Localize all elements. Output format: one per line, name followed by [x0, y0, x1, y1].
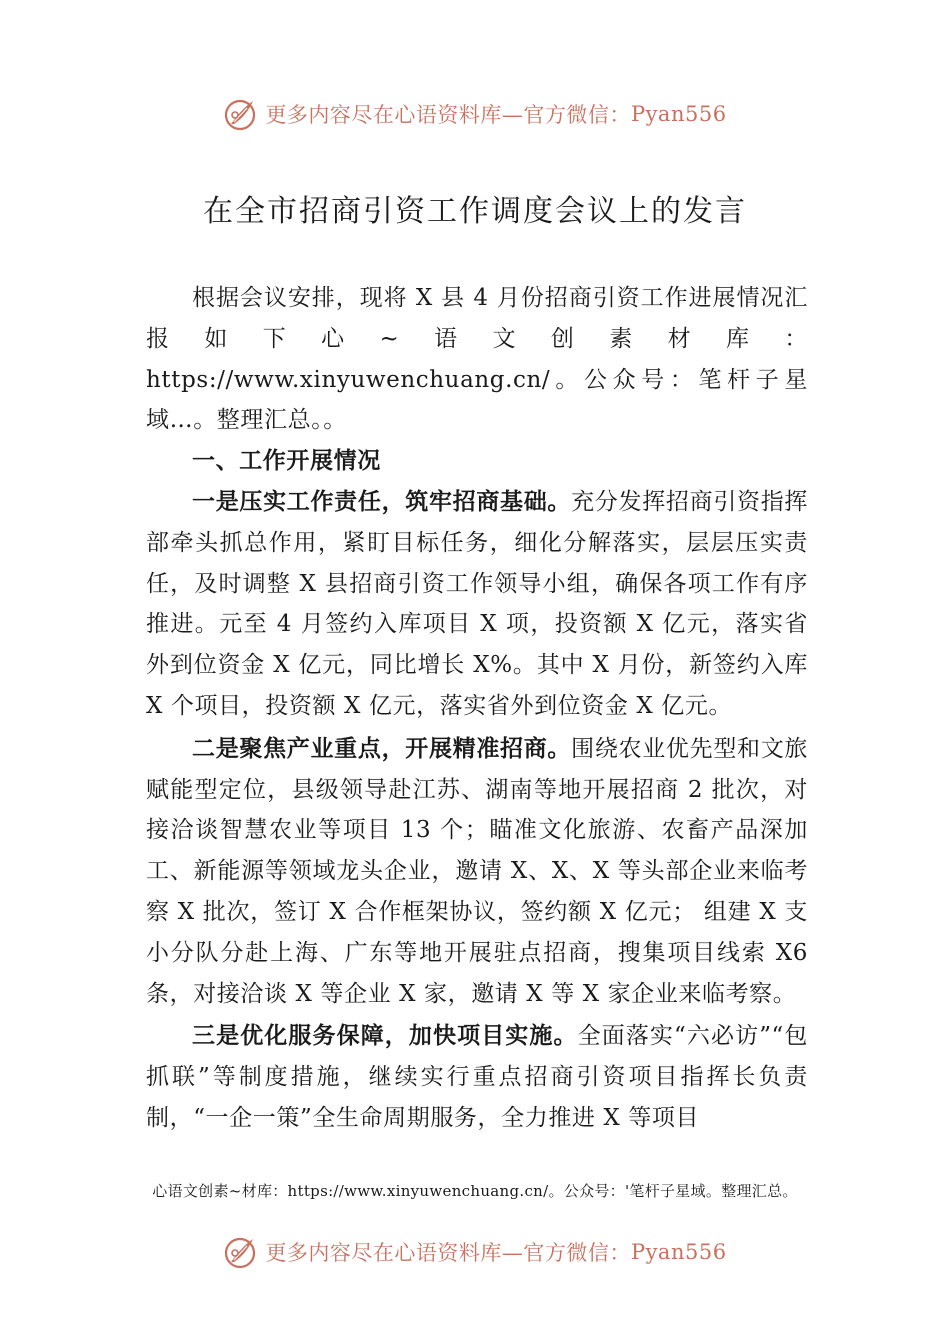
paragraph-1-body: 充分发挥招商引资指挥部牵头抓总作用，紧盯目标任务，细化分解落实，层层压实责任，及时调整 X 县招商引资工作领导小组，确保各项工作有序推进。元至 4 月签约入库项目 X 项，投资额 X 亿元，落实省外到位资金 X 亿元，同比增长 X%。其中 X 月份，新签约入库 X 个项目，投资额 X 亿元，落实省外到位资金 X 亿元。	[146, 488, 809, 719]
brand-header-top	[0, 94, 950, 134]
footer-note: 心语文创素~材库：https://www.xinyuwenchuang.cn/。公众号：'笔杆子星域。整理汇总。	[152, 1182, 798, 1200]
brand-header-bottom	[0, 1232, 950, 1272]
document-body	[146, 278, 808, 1139]
paragraph-3-body: 全面落实“六必访”“包抓联”等制度措施，继续实行重点招商引资项目指挥长负责制，“一企一策”全生命周期服务，全力推进 X 等项目	[146, 1023, 809, 1131]
paragraph-2-body: 围绕农业优先型和文旅赋能型定位，县级领导赴江苏、湖南等地开展招商 2 批次，对接洽谈智慧农业等项目 13 个；瞄准文化旅游、农畜产品深加工、新能源等领域龙头企业，邀请 X、X、X 等头部企业来临考察 X 批次，签订 X 合作框架协议，签约额 X 亿元； 组建 X 支小分队分赴上海、广东等地开展驻点招商，搜集项目线索 X6 条，对接洽谈 X 等企业 X 家，邀请 X 等 X 家企业来临考察。	[146, 735, 809, 1007]
brand-slogan: 更多内容尽在心语资料库—官方微信：	[265, 103, 631, 127]
paragraph-2	[146, 729, 808, 1015]
brand-wechat-id: Pyan556	[630, 1240, 727, 1264]
paragraph-2-lead: 二是聚焦产业重点，开展精准招商。	[192, 734, 572, 762]
page-title: 在全市招商引资工作调度会议上的发言	[203, 194, 747, 229]
brand-wechat-id: Pyan556	[630, 102, 727, 126]
paragraph-1	[146, 482, 808, 727]
brand-slogan: 更多内容尽在心语资料库—官方微信：	[265, 1241, 631, 1265]
quill-pen-logo-icon	[223, 1234, 259, 1270]
paragraph-3	[146, 1016, 808, 1138]
quill-pen-logo-icon	[223, 96, 259, 132]
paragraph-3-lead: 三是优化服务保障，加快项目实施。	[192, 1022, 578, 1050]
paragraph-1-lead: 一是压实工作责任，筑牢招商基础。	[192, 487, 572, 515]
section-heading: 一、工作开展情况	[192, 447, 381, 475]
intro-paragraph: 根据会议安排，现将 X 县 4 月份招商引资工作进展情况汇报如下心~语文创素材库：https://www.xinyuwenchuang.cn/。公众号：笔杆子星域…。整理汇总。。	[146, 285, 808, 434]
